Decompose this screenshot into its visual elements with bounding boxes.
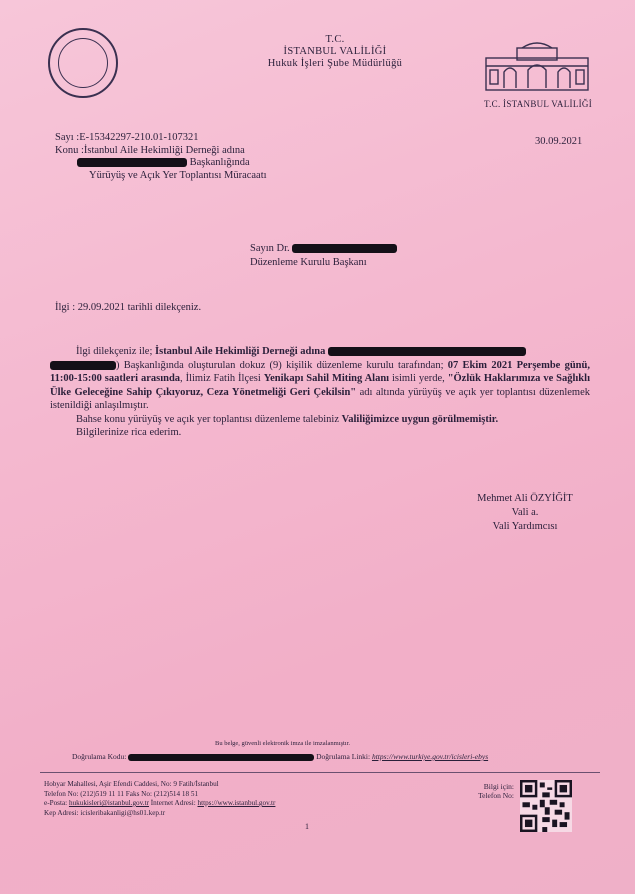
body-bold-text: Yenikapı Sahil Miting Alanı — [263, 373, 390, 384]
info-phone-label: Telefon No: — [478, 791, 514, 800]
internet-link[interactable]: https://www.istanbul.gov.tr — [197, 799, 276, 807]
kep-line: Kep Adresi: icisleribakanligi@hs01.kep.tr — [44, 808, 166, 817]
redaction-bar — [128, 754, 314, 761]
footer-divider — [40, 772, 600, 773]
recipient-line-2: Düzenleme Kurulu Başkanı — [250, 257, 367, 268]
page-number: 1 — [305, 822, 309, 831]
letter-body — [50, 345, 590, 440]
logo-caption: T.C. İSTANBUL VALİLİĞİ — [483, 99, 593, 109]
document-meta — [55, 132, 267, 182]
signatory-line-2: Vali a. — [511, 507, 539, 518]
header-tc: T.C. — [325, 34, 345, 45]
email-label: e-Posta: — [44, 799, 69, 807]
body-paragraph-1 — [70, 345, 590, 359]
internet-label: İnternet Adresi: — [148, 799, 198, 807]
header-valilik: İSTANBUL VALİLİĞİ — [283, 46, 387, 57]
esignature-note: Bu belge, güvenli elektronik imza ile imzalanmıştır. — [215, 740, 351, 747]
sayi-line: Sayı :E-15342297-210.01-107321 — [55, 132, 199, 143]
body-paragraph-4: Bilgilerinize rica ederim. — [76, 427, 182, 438]
seal-emblem-icon — [58, 38, 108, 88]
redaction-bar — [77, 158, 187, 167]
ministry-seal — [48, 28, 118, 98]
email-line — [44, 799, 275, 809]
recipient-line-1 — [250, 242, 397, 256]
konu-line-2-text: Başkanlığında — [189, 157, 250, 168]
document-header — [200, 34, 470, 70]
recipient-title: Sayın Dr. — [250, 243, 290, 254]
body-paragraph-2 — [50, 359, 590, 413]
body-bold-text: Valiliğimizce uygun görülmemiştir. — [341, 413, 499, 425]
verification-link[interactable]: https://www.turkiye.gov.tr/icisleri-ebys — [371, 752, 489, 761]
ilgi-line: İlgi : 29.09.2021 tarihli dilekçeniz. — [55, 302, 202, 313]
qr-code-icon — [520, 780, 572, 832]
address-line: Hobyar Mahallesi, Aşir Efendi Caddesi, No: 9 Fatih/İstanbul — [44, 780, 219, 788]
body-text: ) Başkanlığında oluşturulan dokuz (9) kişilik düzenleme kurulu tarafından; — [116, 359, 448, 371]
info-label: Bilgi için: — [483, 782, 514, 791]
signature-block — [465, 492, 585, 534]
body-text: Bahse konu yürüyüş ve açık yer toplantısı düzenleme talebiniz — [76, 413, 342, 425]
konu-line-1: Konu :İstanbul Aile Hekimliği Derneği adına — [55, 144, 245, 156]
verification-link-label: Doğrulama Linki: — [316, 752, 371, 761]
phone-line: Telefon No: (212)519 11 11 Faks No: (212)514 18 51 — [44, 789, 199, 798]
body-paragraph-3 — [70, 413, 590, 427]
valilik-building-icon — [482, 40, 592, 92]
signatory-title: Vali Yardımcısı — [492, 521, 558, 532]
redaction-bar — [50, 361, 116, 370]
info-contact — [470, 782, 514, 800]
body-text: İlgi dilekçeniz ile; — [76, 346, 156, 357]
body-bold-text: İstanbul Aile Hekimliği Derneği adına — [155, 346, 326, 357]
header-mudurluk: Hukuk İşleri Şube Müdürlüğü — [267, 58, 403, 69]
verification-line — [72, 752, 488, 761]
body-text: isimli yerde, — [389, 373, 448, 384]
body-text: , İlimiz Fatih İlçesi — [180, 373, 264, 384]
verification-code-label: Doğrulama Kodu: — [72, 752, 127, 761]
konu-line-2 — [55, 157, 267, 170]
body-bold-text: "Özlük Haklarımıza ve Sağlıklı Ülke Geleceğine Sahip Çıkıyoruz, Ceza Yönetmeliği Geri Çekilsin" — [50, 373, 590, 398]
redaction-bar — [328, 347, 526, 356]
signatory-name: Mehmet Ali ÖZYİĞİT — [477, 493, 573, 504]
body-text: adı altında yürüyüş ve açık yer toplantısı düzenlemek istenildiği anlaşılmıştır. — [50, 386, 590, 411]
body-bold-text: 07 Ekim 2021 Perşembe günü, 11:00-15:00 saatleri arasında — [50, 359, 590, 384]
footer-address — [44, 780, 275, 818]
recipient — [250, 242, 397, 270]
email-link[interactable]: hukukisleri@istanbul.gov.tr — [68, 799, 149, 807]
konu-line-3: Yürüyüş ve Açık Yer Toplantısı Müracaatı — [89, 169, 267, 181]
redaction-bar — [292, 244, 397, 253]
document-date: 30.09.2021 — [535, 136, 583, 147]
valilik-logo — [482, 40, 594, 109]
